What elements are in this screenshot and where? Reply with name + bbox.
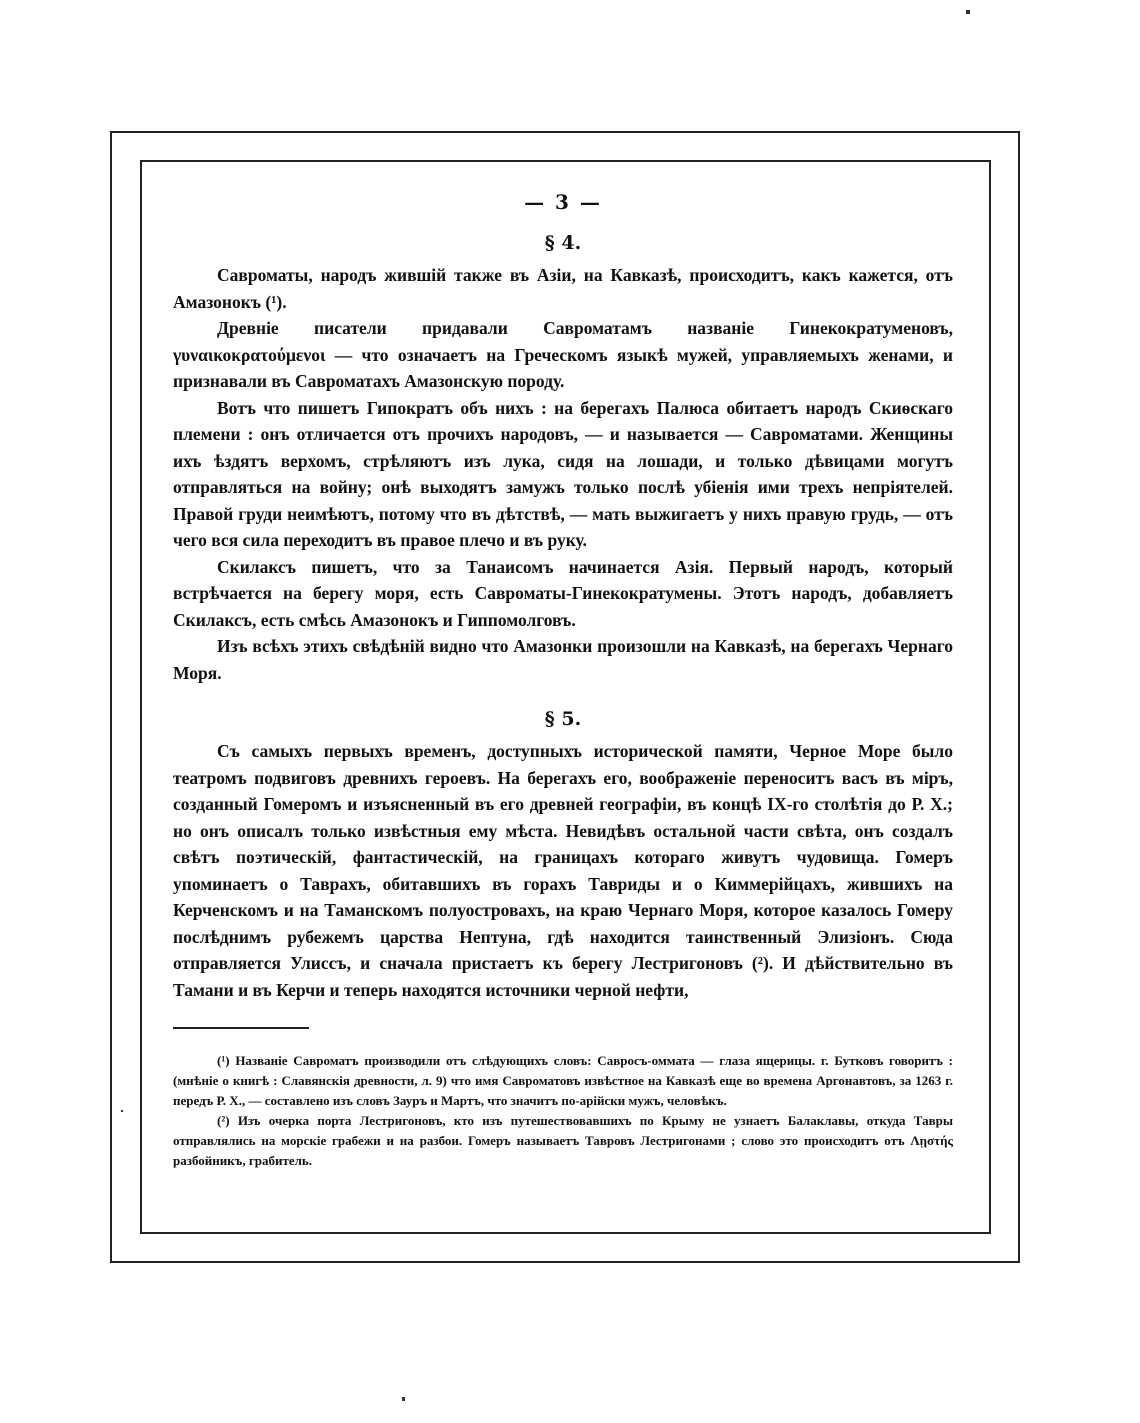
footnote-separator <box>173 1027 309 1029</box>
paragraph: Изъ всѣхъ этихъ свѣдѣній видно что Амазонки произошли на Кавказѣ, на берегахъ Чернаго Моря. <box>173 636 953 683</box>
footnotes <box>173 1051 953 1171</box>
scan-speck <box>402 1397 405 1401</box>
section-4 <box>173 232 953 686</box>
paragraph: Съ самыхъ первыхъ временъ, доступныхъ исторической памяти, Черное Море было театромъ подвиговъ древнихъ героевъ. На берегахъ его, воображеніе переноситъ васъ въ міръ, созданный Гомеромъ и изъясненный въ его древней географіи, въ концѣ IX-го столѣтія до Р. X.; но онъ описалъ только извѣстныя ему мѣста. Невидѣвъ остальной части свѣта, онъ создалъ свѣтъ поэтическій, фантастическій, на границахъ котораго живутъ чудовища. Гомеръ упоминаетъ о Таврахъ, обитавшихъ въ горахъ Тавриды и о Киммерійцахъ, жившихъ на Керченскомъ и на Таманскомъ полуостровахъ, на краю Чернаго Моря, которое казалось Гомеру послѣднимъ рубежемъ царства Нептуна, гдѣ находится таинственный Элизіонъ. Сюда отправляется Улиссъ, и сначала пристаетъ къ берегу Лестригоновъ (²). И дѣйствительно въ Тамани и въ Керчи и теперь находятся источники черной нефти, <box>173 741 953 1000</box>
page-number: — 3 — <box>524 190 602 214</box>
page-content <box>173 190 953 1171</box>
paragraph: Вотъ что пишетъ Гипократъ объ нихъ : на берегахъ Палюса обитаетъ народъ Скиѳскаго племени : онъ отличается отъ прочихъ народовъ, — и называется — Савроматами. Женщины ихъ ѣздятъ верхомъ, стрѣляютъ изъ лука, сидя на лошади, и только дѣвицами могутъ отправляться на войну; онѣ выходятъ замужъ только послѣ убіенія ими трехъ непріятелей. Правой груди неимѣютъ, потому что въ дѣтствѣ, — мать выжигаетъ у нихъ правую грудь, — отъ чего вся сила переходитъ въ правое плечо и въ руку. <box>173 397 953 550</box>
section-spacer <box>173 686 953 708</box>
paragraph: Древніе писатели придавали Савроматамъ названіе Гинекократуменовъ, γυναικοκρατούμενοι — что означаетъ на Греческомъ языкѣ мужей, управляемыхъ женами, и признавали въ Савроматахъ Амазонскую породу. <box>173 318 953 391</box>
inner-page-border <box>140 160 991 1234</box>
paragraph: Савроматы, народъ жившій также въ Азіи, на Кавказѣ, происходитъ, какъ кажется, отъ Амазонокъ (¹). <box>173 265 953 312</box>
outer-page-border <box>110 131 1020 1263</box>
footnote: (²) Изъ очерка порта Лестригоновъ, кто изъ путешествовавшихъ по Крыму не узнаетъ Балаклавы, откуда Тавры отправлялись на морскіе грабежи и на разбои. Гомеръ называетъ Тавровъ Лестригонами ; слово это происходитъ отъ Λῃστής разбойникъ, грабитель. <box>173 1113 953 1168</box>
scan-speck <box>966 10 970 14</box>
paragraph: Скилаксъ пишетъ, что за Танаисомъ начинается Азія. Первый народъ, который встрѣчается на берегу моря, есть Савроматы-Гинекократумены. Этотъ народъ, добавляетъ Скилаксъ, есть смѣсь Амазонокъ и Гиппомолговъ. <box>173 556 953 630</box>
section-heading: § 5. <box>544 708 582 730</box>
section-heading: § 4. <box>544 232 582 254</box>
scan-speck <box>121 1110 123 1112</box>
section-5 <box>173 708 953 1003</box>
footnote: (¹) Названіе Савроматъ производили отъ слѣдующихъ словъ: Савросъ-оммата — глаза ящерицы. г. Бутковъ говоритъ : (мнѣніе о книгѣ : Славянскія древности, л. 9) что имя Савроматовъ извѣстное на Кавказѣ еще во времена Аргонавтовъ, за 1263 г. передъ Р. X., — составлено изъ словъ Зауръ и Мартъ, что значитъ по-арійски мужъ, человѣкъ. <box>173 1053 953 1108</box>
